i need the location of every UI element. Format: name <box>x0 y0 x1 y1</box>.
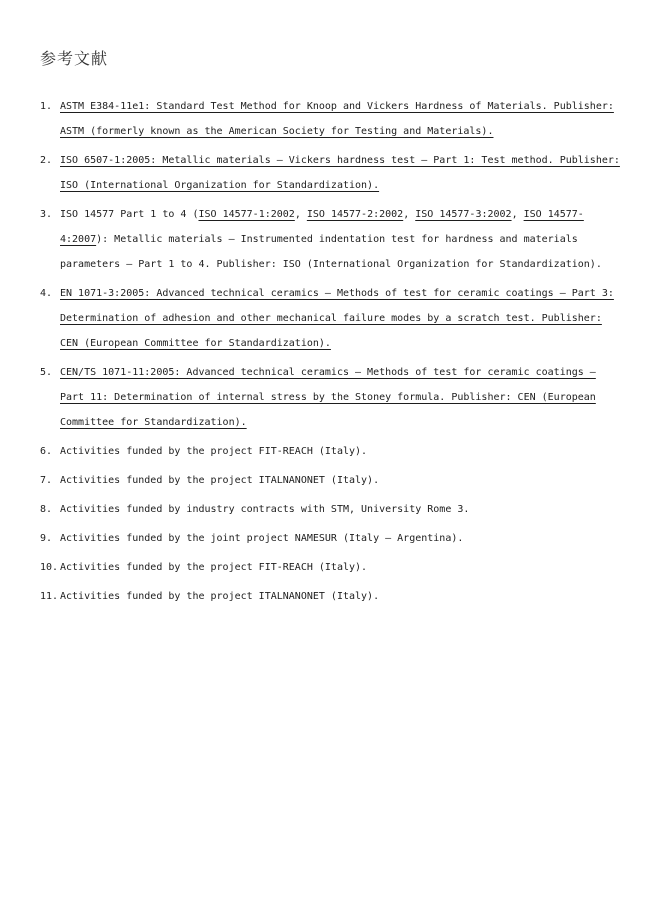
reference-list <box>40 94 620 613</box>
reference-text <box>60 148 620 198</box>
reference-plain-text: Activities funded by the project ITALNANONET (Italy). <box>60 591 380 602</box>
reference-text <box>60 439 620 464</box>
reference-link[interactable]: ISO 14577-3:2002 <box>415 209 512 220</box>
reference-text <box>60 555 620 580</box>
reference-plain-text: , <box>403 209 416 220</box>
reference-item <box>40 468 620 493</box>
reference-item <box>40 202 620 277</box>
reference-plain-text: Activities funded by industry contracts with STM, University Rome 3. <box>60 504 470 515</box>
reference-plain-text: , <box>511 209 524 220</box>
reference-item <box>40 94 620 144</box>
reference-item <box>40 497 620 522</box>
reference-number: 3. <box>40 209 53 220</box>
reference-number: 4. <box>40 288 53 299</box>
reference-link[interactable]: ISO 14577-1:2002 <box>198 209 295 220</box>
reference-number: 2. <box>40 155 53 166</box>
reference-item <box>40 148 620 198</box>
reference-number: 6. <box>40 446 53 457</box>
reference-link[interactable]: ISO 6507-1:2005: Metallic materials – Vickers hardness test – Part 1: Test method. Publisher: ISO (International Organization for Standardization). <box>60 155 620 191</box>
reference-item <box>40 584 620 609</box>
reference-number: 1. <box>40 101 53 112</box>
reference-number: 5. <box>40 367 53 378</box>
reference-text <box>60 281 620 356</box>
reference-plain-text: ISO 14577 Part 1 to 4 ( <box>60 209 199 220</box>
reference-number: 10. <box>40 562 59 573</box>
reference-plain-text: ): Metallic materials – Instrumented indentation test for hardness and materials parameters – Part 1 to 4. Publisher: ISO (International Organization for Standardization). <box>60 234 602 270</box>
reference-plain-text: Activities funded by the project FIT-REACH (Italy). <box>60 562 368 573</box>
reference-text <box>60 202 620 277</box>
reference-link[interactable]: EN 1071-3:2005: Advanced technical ceramics – Methods of test for ceramic coatings – Part 3: Determination of adhesion and other mechanical failure modes by a scratch test. Publisher: CEN (European Committee for Standardization). <box>60 288 614 349</box>
reference-item <box>40 555 620 580</box>
reference-text <box>60 497 620 522</box>
reference-plain-text: , <box>294 209 307 220</box>
reference-item <box>40 439 620 464</box>
reference-text <box>60 468 620 493</box>
page-heading: 参考文献 <box>40 49 109 68</box>
reference-text <box>60 526 620 551</box>
reference-number: 7. <box>40 475 53 486</box>
reference-text <box>60 94 620 144</box>
reference-text <box>60 584 620 609</box>
reference-item <box>40 281 620 356</box>
reference-link[interactable]: CEN/TS 1071-11:2005: Advanced technical ceramics – Methods of test for ceramic coatings – Part 11: Determination of internal stress by the Stoney formula. Publisher: CEN (European Committee for Standardization). <box>60 367 596 428</box>
reference-number: 11. <box>40 591 59 602</box>
reference-item <box>40 360 620 435</box>
reference-plain-text: Activities funded by the project FIT-REACH (Italy). <box>60 446 368 457</box>
reference-link[interactable]: ISO 14577-4:2007 <box>60 209 584 245</box>
reference-plain-text: Activities funded by the project ITALNANONET (Italy). <box>60 475 380 486</box>
reference-link[interactable]: ISO 14577-2:2002 <box>306 209 404 220</box>
reference-link[interactable]: ASTM E384-11e1: Standard Test Method for Knoop and Vickers Hardness of Materials. Publisher: ASTM (formerly known as the American Society for Testing and Materials). <box>60 101 614 137</box>
reference-number: 9. <box>40 533 53 544</box>
reference-text <box>60 360 620 435</box>
reference-item <box>40 526 620 551</box>
reference-plain-text: Activities funded by the joint project NAMESUR (Italy – Argentina). <box>60 533 464 544</box>
reference-number: 8. <box>40 504 53 515</box>
